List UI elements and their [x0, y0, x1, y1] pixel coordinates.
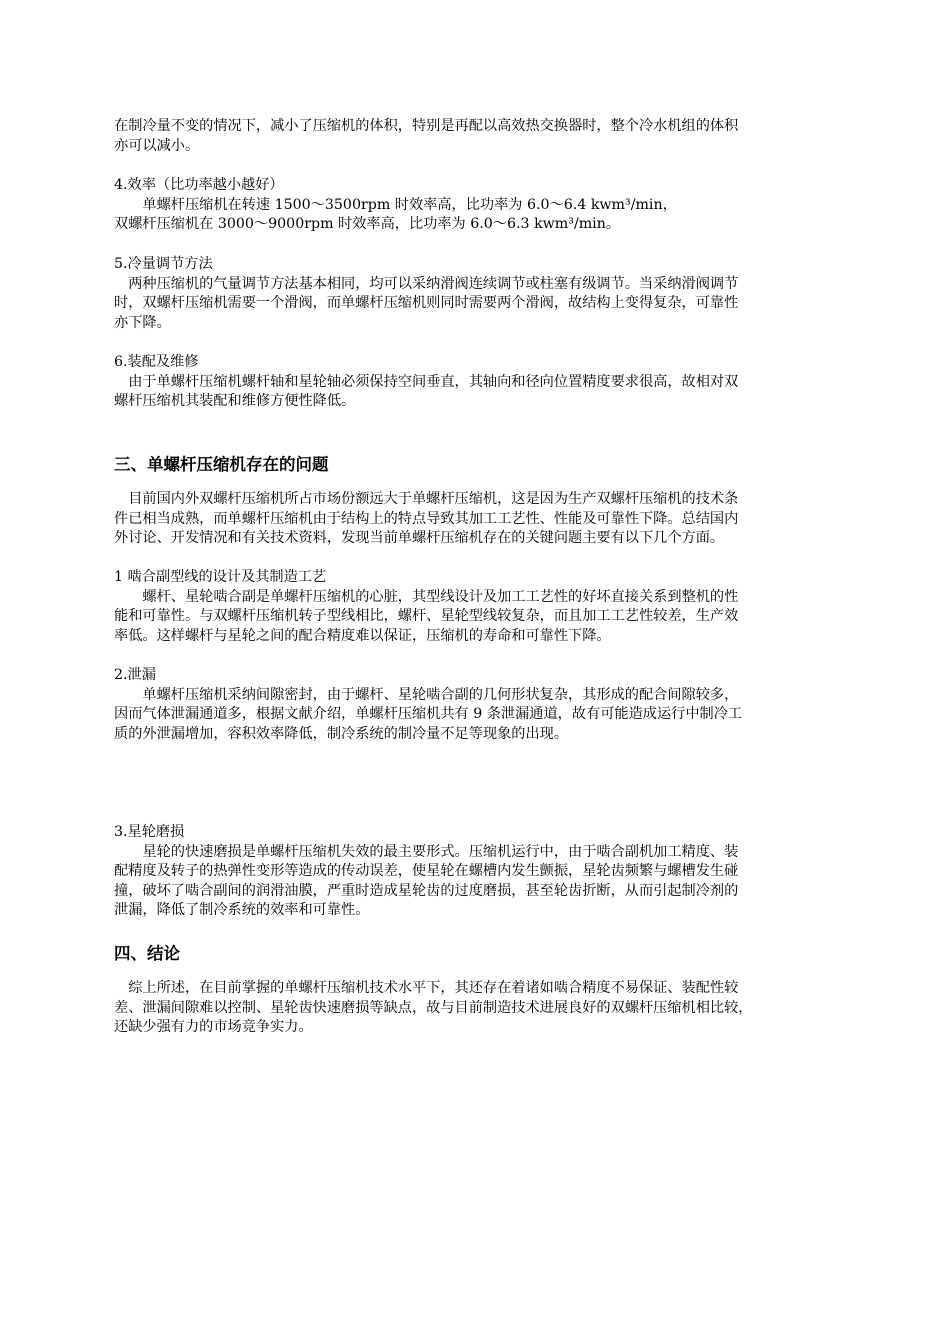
- text-line: 目前国内外双螺杆压缩机所占市场份额远大于单螺杆压缩机，这是因为生产双螺杆压缩机的技术条: [114, 491, 739, 507]
- subheading-leakage: 2.泄漏: [114, 667, 156, 683]
- text-line: 螺杆、星轮啮合副是单螺杆压缩机的心脏，其型线设计及加工工艺性的好坏直接关系到整机的性: [114, 588, 739, 605]
- text-line: 由于单螺杆压缩机螺杆轴和星轮轴必须保持空间垂直，其轴向和径向位置精度要求很高，故相对双: [114, 373, 739, 390]
- text-line: 撞，破坏了啮合副间的润滑油膜，严重时造成星轮齿的过度磨损，甚至轮齿折断，从而引起制冷剂的: [114, 882, 739, 899]
- text-line: 还缺少强有力的市场竞争实力。: [114, 1019, 313, 1035]
- paragraph-problems-intro: [114, 490, 859, 549]
- text-line: 在制冷量不变的情况下，减小了压缩机的体积，特别是再配以高效热交换器时，整个冷水机组的体积: [114, 118, 739, 134]
- text-line: 单螺杆压缩机采纳间隙密封，由于螺杆、星轮啮合副的几何形状复杂，其形成的配合间隙较多，: [114, 686, 739, 703]
- text-line: 亦可以减小。: [114, 137, 200, 154]
- text-line: 单螺杆压缩机在转速 1500～3500rpm 时效率高，比功率为 6.0～6.4 kwm³/min，: [114, 196, 677, 213]
- text-line: 两种压缩机的气量调节方法基本相同，均可以采纳滑阀连续调节或柱塞有级调节。当采纳滑阀调节: [114, 275, 739, 292]
- section-heading-conclusion: 四、结论: [114, 944, 180, 963]
- subheading-capacity-control: 5.冷量调节方法: [114, 256, 213, 272]
- text-line: 泄漏，降低了制冷系统的效率和可靠性。: [114, 902, 370, 918]
- text-line: 亦下降。: [114, 314, 171, 331]
- text-line: 外讨论、开发情况和有关技术资料，发现当前单螺杆压缩机存在的关键问题主要有以下几个方面。: [114, 530, 725, 546]
- text-line: 件已相当成熟，而单螺杆压缩机由于结构上的特点导致其加工工艺性、性能及可靠性下降。总结国内: [114, 510, 739, 527]
- subheading-efficiency: 4.效率（比功率越小越好）: [114, 177, 284, 193]
- text-line: 质的外泄漏增加，容积效率降低，制冷系统的制冷量不足等现象的出现。: [114, 725, 569, 742]
- section-assembly: [114, 353, 859, 412]
- text-line: 差、泄漏间隙难以控制、星轮齿快速磨损等缺点，故与目前制造技术进展良好的双螺杆压缩机相比较，: [114, 999, 753, 1016]
- text-line: 螺杆压缩机其装配和维修方便性降低。: [114, 393, 356, 409]
- subheading-starwheel-wear: 3.星轮磨损: [114, 824, 185, 840]
- text-line: 能和可靠性。与双螺杆压缩机转子型线相比，螺杆、星轮型线较复杂，而且加工工艺性较差，生产效: [114, 608, 739, 624]
- paragraph-intro: [114, 117, 859, 156]
- text-line: 配精度及转子的热弹性变形等造成的传动误差，使星轮在螺槽内发生颤振，星轮齿频繁与螺槽发生碰: [114, 863, 739, 879]
- section-capacity-control: [114, 255, 859, 333]
- section-starwheel-wear: [114, 823, 859, 921]
- text-line: 时，双螺杆压缩机需要一个滑阀，而单螺杆压缩机则同时需要两个滑阀，故结构上变得复杂，可靠性: [114, 295, 739, 311]
- text-line: 率低。这样螺杆与星轮之间的配合精度难以保证，压缩机的寿命和可靠性下降。: [114, 627, 611, 644]
- text-line: 星轮的快速磨损是单螺杆压缩机失效的最主要形式。压缩机运行中，由于啮合副机加工精度、装: [114, 843, 739, 860]
- text-line: 综上所述，在目前掌握的单螺杆压缩机技术水平下，其还存在着诸如啮合精度不易保证、装配性较: [114, 980, 739, 996]
- section-leakage: [114, 666, 859, 744]
- subheading-meshing-profile: 1 啮合副型线的设计及其制造工艺: [114, 569, 327, 585]
- section-meshing-profile: [114, 568, 859, 646]
- text-line: 双螺杆压缩机在 3000～9000rpm 时效率高，比功率为 6.0～6.3 kwm³/min。: [114, 216, 621, 232]
- paragraph-conclusion: [114, 979, 859, 1038]
- section-heading-problems: 三、单螺杆压缩机存在的问题: [114, 455, 329, 474]
- text-line: 因而气体泄漏通道多，根据文献介绍，单螺杆压缩机共有 9 条泄漏通道，故有可能造成运行中制冷工: [114, 706, 743, 722]
- section-efficiency: [114, 176, 859, 235]
- subheading-assembly: 6.装配及维修: [114, 354, 199, 370]
